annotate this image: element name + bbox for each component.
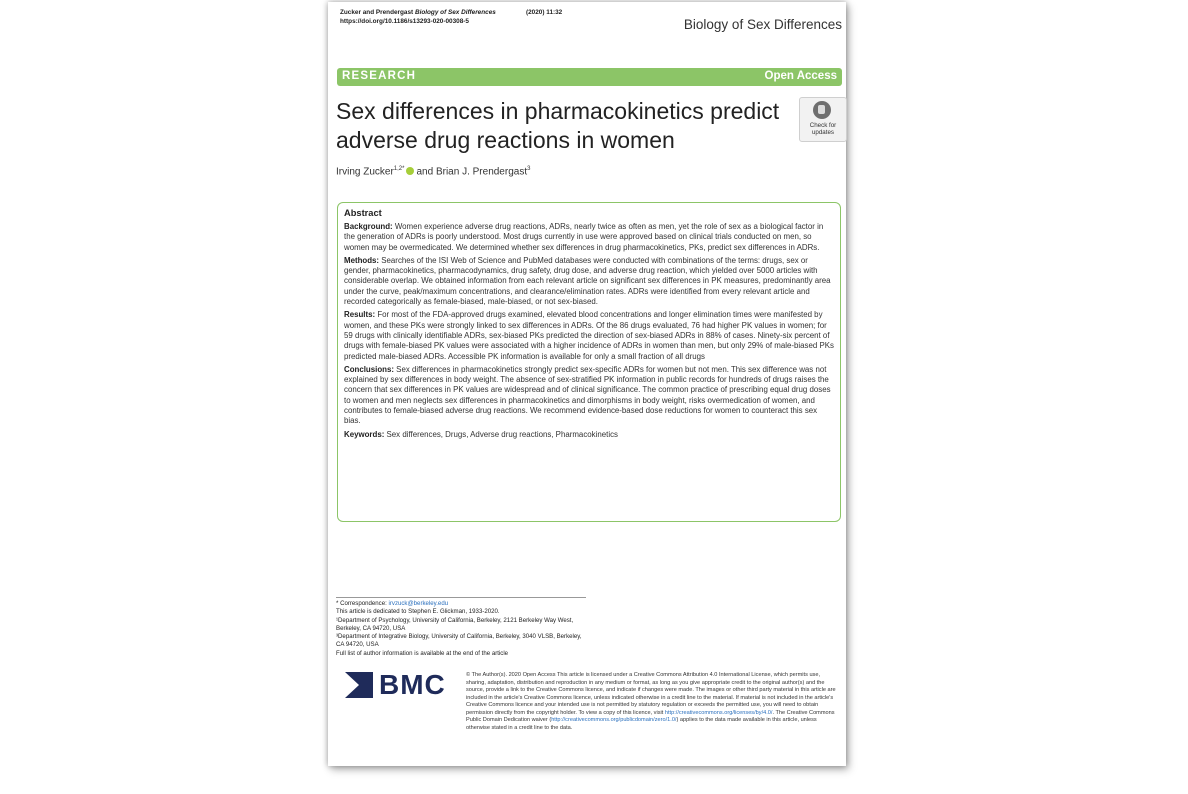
- footnotes: [336, 597, 586, 658]
- citation-header: [340, 8, 563, 26]
- check-updates-line2: updates: [811, 129, 835, 136]
- abstract-keywords: [344, 430, 834, 440]
- author-1-affiliations: 1,2*: [393, 166, 405, 172]
- methods-label: Methods:: [344, 255, 380, 265]
- check-updates-icon: [813, 101, 831, 119]
- abstract-heading: Abstract: [344, 208, 382, 218]
- citation-year: (2020) 11:32: [526, 9, 563, 16]
- correspondence-line: [336, 600, 586, 608]
- doi-link[interactable]: https://doi.org/10.1186/s13293-020-00308-5: [340, 18, 469, 25]
- correspondence-email[interactable]: irvzuck@berkeley.edu: [388, 600, 449, 607]
- affiliation-1: ¹Department of Psychology, University of California, Berkeley, 2121 Berkeley Way West, Berkeley, CA 94720, USA: [336, 616, 574, 632]
- abstract-conclusions: [344, 365, 834, 427]
- abstract-box: [337, 202, 841, 522]
- license-text-2: . The Creative Commons Public Domain Dedication waiver (: [466, 709, 835, 723]
- author-1-name[interactable]: Irving Zucker: [336, 166, 394, 178]
- open-access-label: Open Access: [764, 70, 837, 82]
- license-text-1: © The Author(s). 2020 Open Access This article is licensed under a Creative Commons Attribution 4.0 International License, which permits use, sharing, adaptation, distribution and reproduction in any medium or format, as long as you give appropriate credit to the original author(s) and the source, provide a link to the Creative Commons licence, and indicate if changes were made. The images or other third party material in this article are included in the article's Creative Commons licence, unless indicated otherwise in a credit line to the material. If material is not included in the article's Creative Commons licence and your intended use is not permitted by statutory regulation or exceeds the permitted use, you will need to obtain permission directly from the copyright holder. To view a copy of this licence, visit: [466, 672, 836, 716]
- bmc-logo-text: BMC: [379, 669, 446, 700]
- background-text: Women experience adverse drug reactions, ADRs, nearly twice as often as men, yet the role of sex as a biological factor in the generation of ADRs is poorly understood. Most drugs currently in use were approved based on clinical trials conducted on men, so women may be overmedicated. We determined whether sex differences in drug pharmacokinetics, PKs, predict sex differences in ADRs.: [344, 222, 824, 252]
- abstract-results: [344, 310, 834, 361]
- bmc-logo: [345, 669, 455, 700]
- bmc-logo-mark-icon: [345, 672, 373, 698]
- author-2-affiliations: 3: [527, 166, 531, 172]
- paper-page: [328, 2, 846, 766]
- keywords-text: Sex differences, Drugs, Adverse drug reactions, Pharmacokinetics: [384, 429, 618, 439]
- keywords-label: Keywords:: [344, 429, 385, 439]
- results-text: For most of the FDA-approved drugs examined, elevated blood concentrations and longer elimination times were manifested by women, and these PKs were strongly linked to sex differences in ADRs. Of the 86 drugs evaluated, 76 had higher PK values in women; for 59 drugs with clinically identifiable ADRs, sex-biased PKs predicted the direction of sex-biased ADRs in 88% of cases. Ninety-six percent of drugs with female-biased PK values were associated with a higher incidence of ADRs in women than men, but only 29% of male-biased PKs predicted male-biased ADRs. Accessible PK information is available for only a small fraction of all drugs: [344, 310, 834, 361]
- article-type-label: RESEARCH: [342, 70, 417, 82]
- author-2-name[interactable]: and Brian J. Prendergast: [416, 166, 528, 178]
- background-label: Background:: [344, 222, 393, 231]
- check-updates-line1: Check for: [809, 122, 837, 129]
- correspondence-label: * Correspondence:: [336, 600, 389, 607]
- abstract-background: [344, 222, 834, 253]
- license-statement: [466, 672, 836, 732]
- conclusions-text: Sex differences in pharmacokinetics strongly predict sex-specific ADRs for women but not men. This sex difference was not explained by sex differences in body weight. The absence of sex-stratified PK information in public records for hundreds of drugs raises the concern that sex differences in PK values are widespread and of clinical significance. The common practice of prescribing equal drug doses to women and men neglects sex differences in pharmacokinetics and dimorphisms in body weight, risks overmedication of women, and contributes to female-biased adverse drug reactions. We recommend evidence-based dose reductions for women to counteract this sex bias.: [344, 364, 831, 426]
- license-link-cc0[interactable]: http://creativecommons.org/publicdomain/zero/1.0/: [551, 717, 677, 723]
- abstract-methods: [344, 256, 834, 307]
- citation-journal: Biology of Sex Differences: [414, 9, 496, 16]
- orcid-icon[interactable]: [406, 167, 414, 175]
- methods-text: Searches of the ISI Web of Science and PubMed databases were conducted with combinations of the terms: drugs, sex or gender, pharmacokinetics, pharmacodynamics, drug safety, drug dose, and adverse drug reaction, which yielded over 5000 articles with considerable overlap. We obtained information from each relevant article on significant sex differences in PK measures, predominantly area under the curve, peak/maximum concentrations, and clearance/elimination rates. ADRs were identified from every relevant article and recorded categorically as female-biased, male-biased, or not sex-biased.: [344, 255, 831, 307]
- check-for-updates-badge[interactable]: [799, 97, 847, 142]
- results-label: Results:: [344, 310, 376, 320]
- article-title: Sex differences in pharmacokinetics predict adverse drug reactions in women: [336, 98, 780, 153]
- affiliation-3: ³Department of Integrative Biology, University of California, Berkeley, 3040 VLSB, Berkeley, CA 94720, USA: [336, 633, 582, 649]
- license-link-cc-by[interactable]: http://creativecommons.org/licenses/by/4.0/: [664, 709, 773, 716]
- article-type-banner: [337, 68, 842, 86]
- citation-authors: Zucker and Prendergast: [340, 9, 414, 16]
- conclusions-label: Conclusions:: [344, 364, 394, 374]
- license-text-3: ) applies to the data made available in this article, unless otherwise stated in a credit line to the data.: [466, 717, 817, 731]
- author-info-note: Full list of author information is available at the end of the article: [336, 649, 509, 657]
- dedication-note: This article is dedicated to Stephen E. Glickman, 1933-2020.: [336, 608, 500, 616]
- author-list: [336, 166, 530, 177]
- journal-name: Biology of Sex Differences: [683, 17, 842, 32]
